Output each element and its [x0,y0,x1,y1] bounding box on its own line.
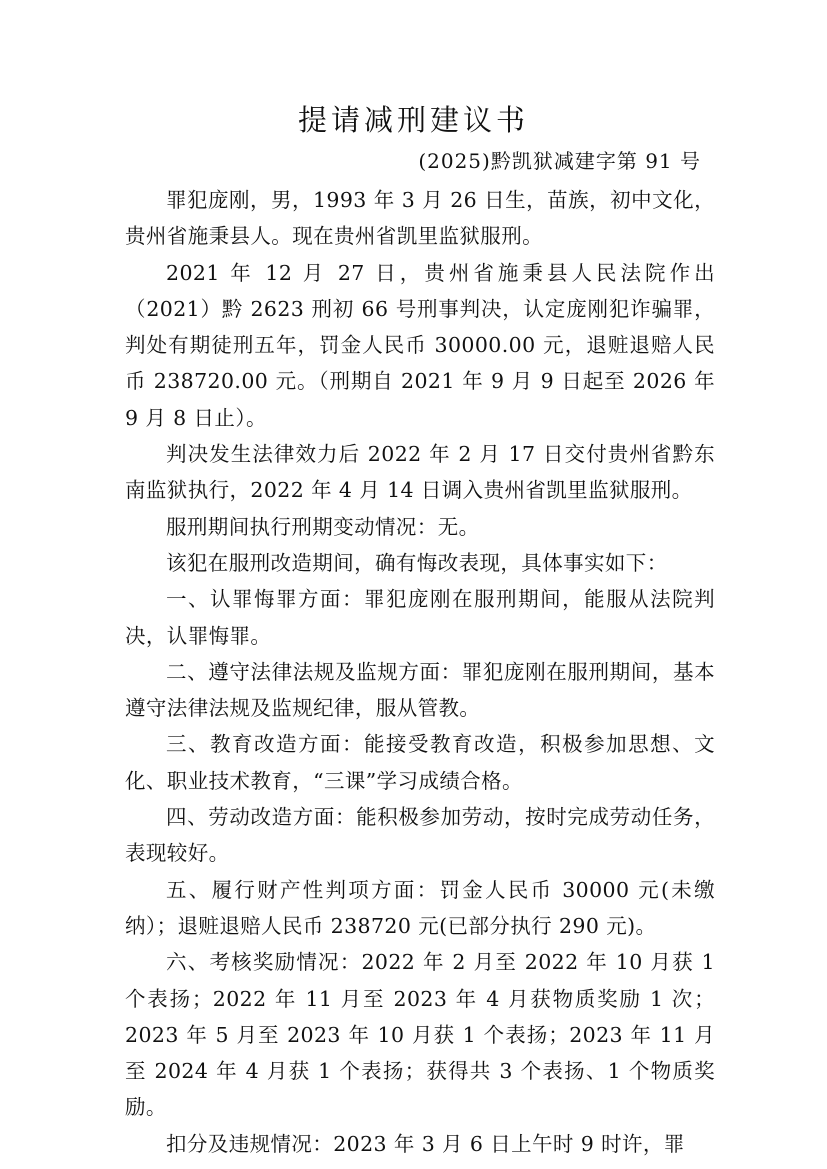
paragraph-transfer: 判决发生法律效力后 2022 年 2 月 17 日交付贵州省黔东南监狱执行，2022 年 4 月 14 日调入贵州省凯里监狱服刑。 [125,442,715,503]
paragraph-item-4: 四、劳动改造方面：能积极参加劳动，按时完成劳动任务，表现较好。 [125,805,715,866]
document-number: (2025)黔凯狱减建字第 91 号 [418,149,701,173]
paragraph-sentence-change: 服刑期间执行刑期变动情况：无。 [166,514,480,539]
paragraph-item-3: 三、教育改造方面：能接受教育改造，积极参加思想、文化、职业技术教育，“三课”学习成绩合格。 [125,732,715,793]
document-body [125,182,715,1162]
paragraph-deductions: 扣分及违规情况：2023 年 3 月 6 日上午时 9 时许，罪 [166,1131,685,1156]
paragraph-item-2: 二、遵守法律法规及监规方面：罪犯庞刚在服刑期间，基本遵守法律法规及监规纪律，服从管教。 [125,659,715,721]
paragraph-basic-info: 罪犯庞刚，男，1993 年 3 月 26 日生，苗族，初中文化，贵州省施秉县人。现在贵州省凯里监狱服刑。 [125,188,715,249]
paragraph-item-6: 六、考核奖励情况：2022 年 2 月至 2022 年 10 月获 1 个表扬；2022 年 11 月至 2023 年 4 月获物质奖励 1 次；2023 年 5 月至 2023 年 10 月获 1 个表扬；2023 年 11 月至 2024 年 4 月获 1 个表扬；获得共 3 个表扬、1 个物质奖励。 [125,950,715,1120]
paragraph-judgment: 2021 年 12 月 27 日，贵州省施秉县人民法院作出（2021）黔 2623 刑初 66 号刑事判决，认定庞刚犯诈骗罪，判处有期徒刑五年，罚金人民币 30000.00 元，退赃退赔人民币 238720.00 元。（刑期自 2021 年 9 月 9 日起至 2026 年 9 月 8 日止）。 [125,260,715,430]
document-title: 提请减刑建议书 [297,103,529,137]
paragraph-item-1: 一、认罪悔罪方面：罪犯庞刚在服刑期间，能服从法院判决，认罪悔罪。 [125,587,715,648]
paragraph-item-5: 五、履行财产性判项方面：罚金人民币 30000 元(未缴纳）；退赃退赔人民币 238720 元(已部分执行 290 元)。 [125,877,715,938]
paragraph-repentance-intro: 该犯在服刑改造期间，确有悔改表现，具体事实如下： [166,550,668,575]
